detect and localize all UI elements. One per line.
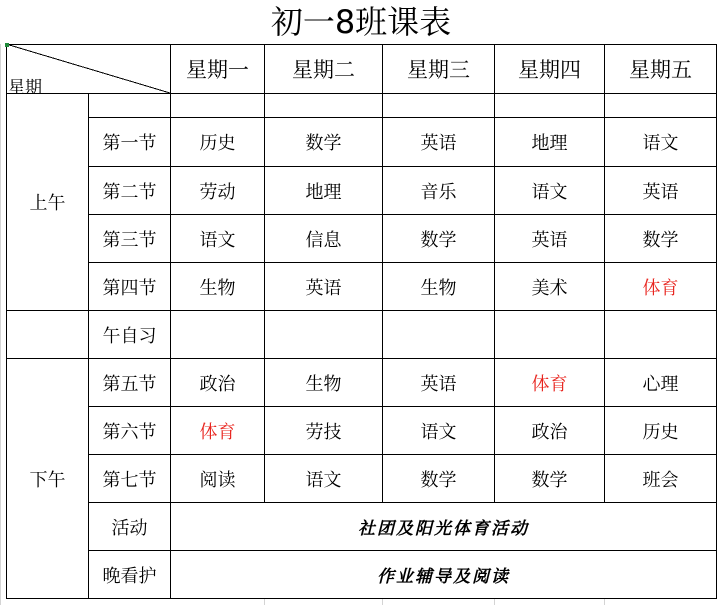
session-afternoon: 下午 (29, 470, 66, 491)
period-label-7: 第七节 (102, 469, 157, 491)
day-header-fri: 星期五 (629, 58, 692, 82)
class-cell: 生物 (305, 373, 342, 395)
class-cell: 数学 (531, 469, 568, 491)
period-label-4: 第四节 (102, 277, 157, 299)
period-label-6: 第六节 (102, 421, 157, 443)
period-label-2: 第二节 (102, 181, 157, 203)
class-cell: 劳动 (199, 181, 236, 203)
class-cell: 语文 (531, 181, 568, 203)
class-cell: 美术 (531, 277, 568, 299)
day-header-mon: 星期一 (186, 58, 249, 82)
row-label-activity: 活动 (111, 517, 148, 539)
class-cell: 地理 (531, 133, 568, 154)
period-label-5: 第五节 (102, 373, 157, 395)
class-cell: 音乐 (420, 181, 457, 203)
class-cell: 英语 (420, 373, 457, 395)
class-cell: 生物 (420, 277, 457, 299)
class-cell: 英语 (305, 277, 342, 299)
period-label-1: 第一节 (102, 133, 157, 154)
class-cell: 劳技 (305, 421, 342, 443)
class-cell: 地理 (305, 181, 342, 203)
activity-content: 社团及阳光体育活动 (358, 519, 529, 539)
session-morning: 上午 (29, 193, 66, 214)
class-cell: 语文 (420, 421, 457, 443)
row-label-evening-care: 晚看护 (102, 565, 157, 587)
class-cell: 体育 (199, 421, 236, 443)
period-label-noon-study: 午自习 (102, 325, 157, 347)
class-cell: 数学 (305, 133, 342, 154)
class-cell: 体育 (531, 373, 568, 395)
class-cell: 数学 (420, 229, 457, 251)
class-cell: 数学 (642, 229, 679, 251)
class-cell: 英语 (642, 181, 679, 203)
day-header-tue: 星期二 (292, 58, 355, 82)
class-cell: 班会 (642, 469, 679, 491)
class-cell: 政治 (531, 421, 568, 443)
class-cell: 信息 (305, 229, 342, 251)
class-cell: 政治 (199, 373, 236, 395)
class-cell: 历史 (199, 133, 236, 154)
timetable-title: 初一8班课表 (270, 3, 452, 41)
day-header-thu: 星期四 (518, 58, 581, 82)
class-cell: 数学 (420, 469, 457, 491)
corner-weekday-label: 星期 (8, 78, 42, 94)
class-cell: 体育 (642, 277, 679, 299)
evening-care-content: 作业辅导及阅读 (377, 567, 510, 587)
class-cell: 英语 (420, 133, 457, 154)
class-cell: 心理 (642, 373, 679, 395)
class-cell: 语文 (199, 229, 236, 251)
period-label-3: 第三节 (102, 229, 157, 251)
class-cell: 阅读 (199, 469, 236, 491)
day-header-wed: 星期三 (407, 58, 470, 82)
class-cell: 历史 (642, 421, 679, 443)
class-cell: 生物 (199, 277, 236, 299)
class-cell: 英语 (531, 229, 568, 251)
class-cell: 语文 (642, 133, 679, 154)
class-cell: 语文 (305, 469, 342, 491)
